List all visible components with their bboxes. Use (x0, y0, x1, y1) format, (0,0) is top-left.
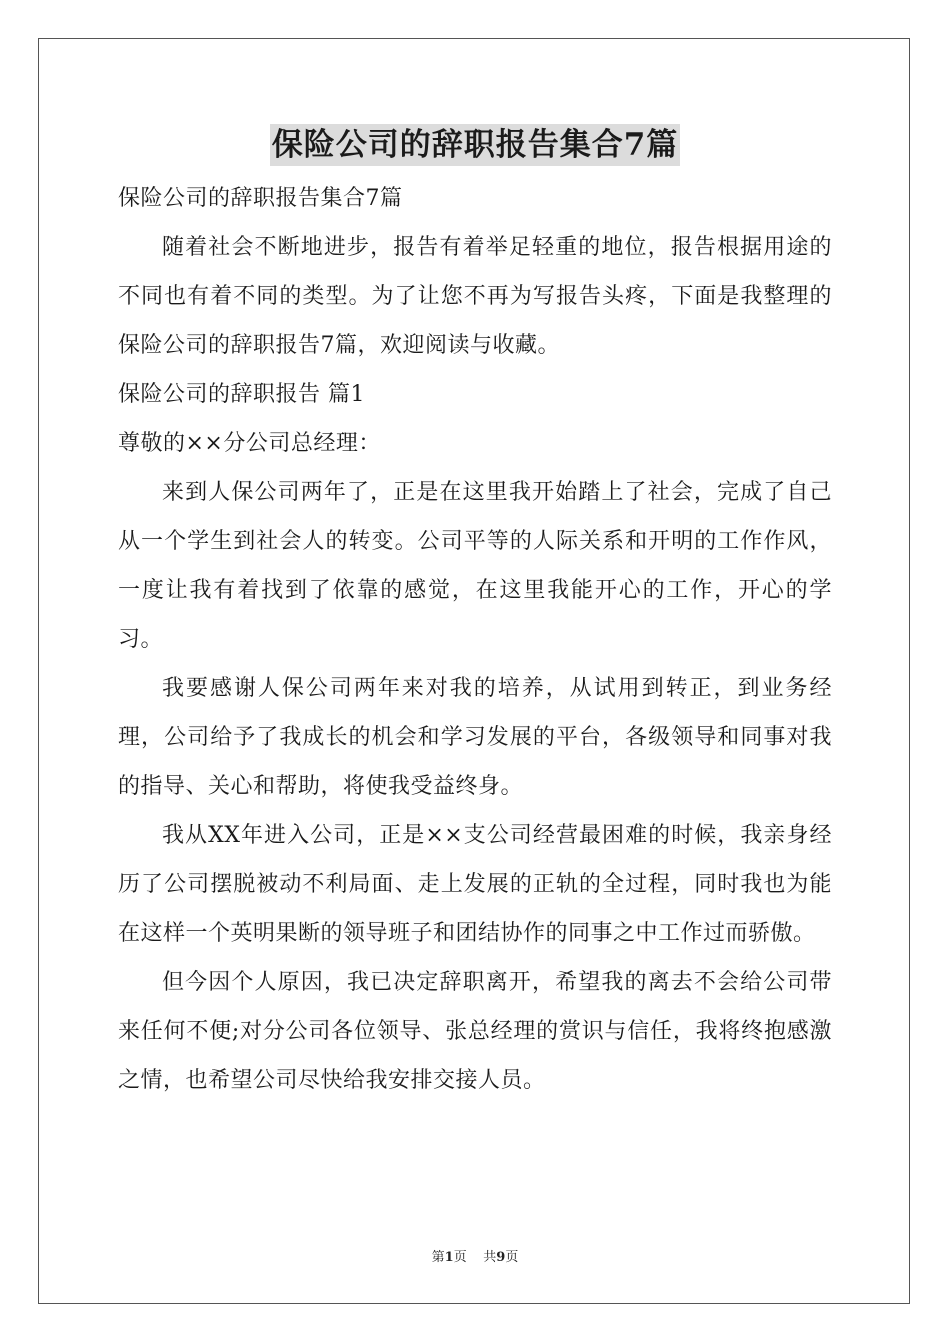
section-heading: 保险公司的辞职报告 篇1 (118, 382, 365, 407)
total-pages: 9 (496, 1250, 506, 1265)
subtitle: 保险公司的辞职报告集合7篇 (118, 186, 403, 211)
document-title: 保险公司的辞职报告集合7篇 (270, 124, 681, 166)
document-body (118, 174, 832, 1105)
page-footer (0, 1246, 950, 1265)
total-prefix: 共 (483, 1250, 497, 1265)
body-paragraph-4: 但今因个人原因，我已决定辞职离开，希望我的离去不会给公司带来任何不便;对分公司各位领导、张总经理的赏识与信任，我将终抱感激之情，也希望公司尽快给我安排交接人员。 (118, 970, 832, 1093)
page-prefix: 第 (431, 1250, 445, 1265)
page-number: 1 (444, 1250, 454, 1265)
body-paragraph-3: 我从XX年进入公司，正是××支公司经营最困难的时候，我亲身经历了公司摆脱被动不利局面、走上发展的正轨的全过程，同时我也为能在这样一个英明果断的领导班子和团结协作的同事之中工作过而骄傲。 (118, 823, 832, 946)
page-suffix: 页 (453, 1250, 467, 1265)
title-container (0, 124, 950, 166)
body-paragraph-1: 来到人保公司两年了，正是在这里我开始踏上了社会，完成了自己从一个学生到社会人的转变。公司平等的人际关系和开明的工作作风，一度让我有着找到了依靠的感觉，在这里我能开心的工作，开心的学习。 (118, 480, 832, 652)
intro-paragraph: 随着社会不断地进步，报告有着举足轻重的地位，报告根据用途的不同也有着不同的类型。为了让您不再为写报告头疼，下面是我整理的保险公司的辞职报告7篇，欢迎阅读与收藏。 (118, 235, 832, 358)
body-paragraph-2: 我要感谢人保公司两年来对我的培养，从试用到转正，到业务经理，公司给予了我成长的机会和学习发展的平台，各级领导和同事对我的指导、关心和帮助，将使我受益终身。 (118, 676, 832, 799)
salutation: 尊敬的××分公司总经理： (118, 431, 381, 456)
total-suffix: 页 (505, 1250, 519, 1265)
